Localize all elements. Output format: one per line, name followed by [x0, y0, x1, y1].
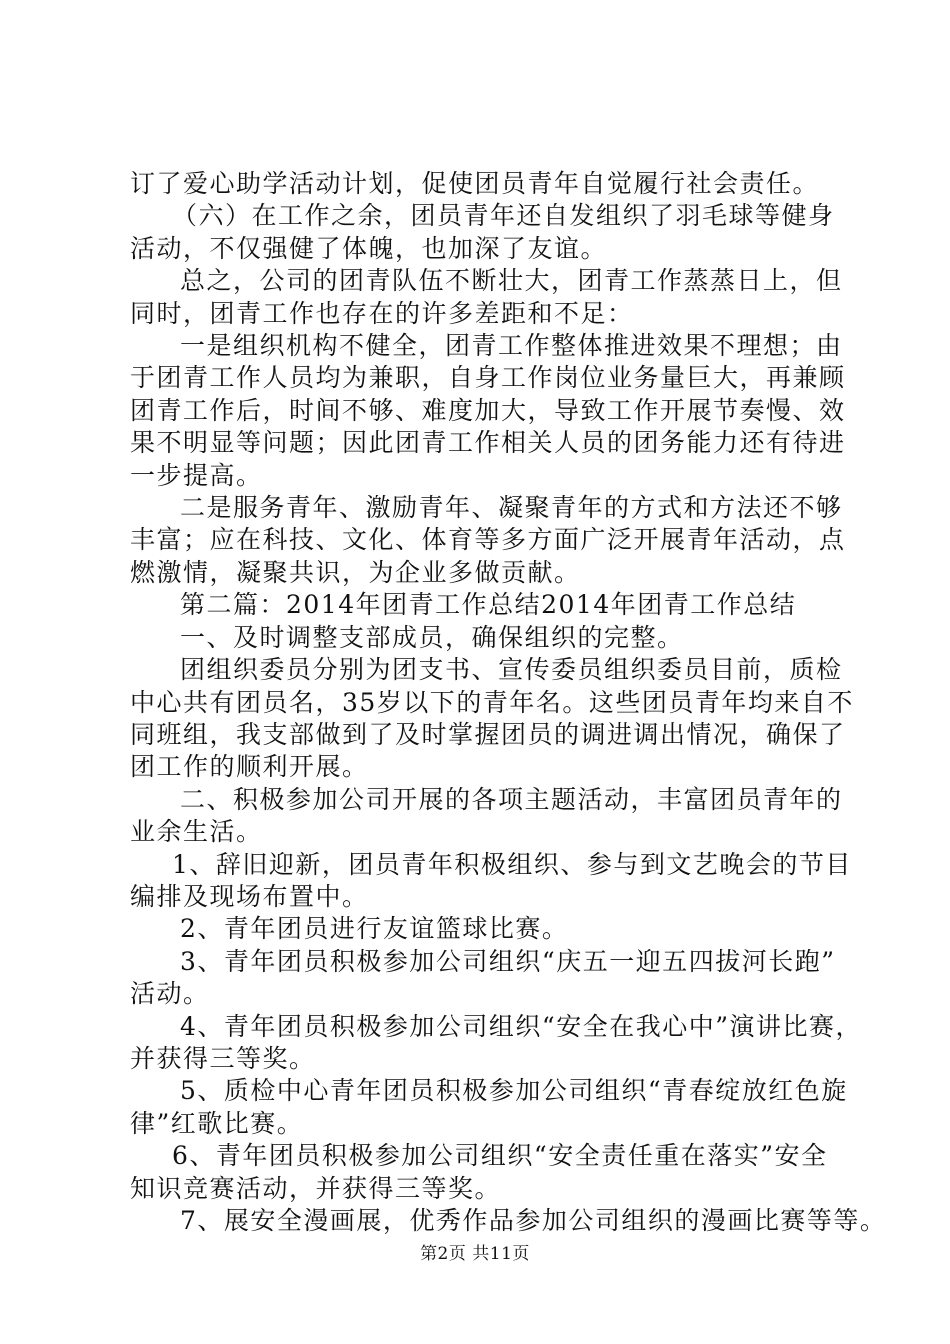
text-line: 燃激情，凝聚共识，为企业多做贡献。 [130, 557, 581, 587]
text-line: 律”红歌比赛。 [130, 1108, 304, 1138]
text-line: 活动，不仅强健了体魄，也加深了友谊。 [130, 233, 608, 263]
text-line: 一是组织机构不健全，团青工作整体推进效果不理想；由 [180, 331, 843, 361]
text-line: 于团青工作人员均为兼职，自身工作岗位业务量巨大，再兼顾 [130, 363, 846, 393]
text-line: 1、辞旧迎新，团员青年积极组织、参与到文艺晚会的节目 [172, 849, 852, 879]
text-line: 二是服务青年、激励青年、凝聚青年的方式和方法还不够 [180, 493, 843, 523]
text-line: 同班组，我支部做到了及时掌握团员的调进调出情况，确保了 [130, 719, 846, 749]
text-line: 订了爱心助学活动计划，促使团员青年自觉履行社会责任。 [130, 169, 820, 198]
text-line: 6、青年团员积极参加公司组织“安全责任重在落实”安全 [172, 1141, 828, 1171]
text-line: 果不明显等问题；因此团青工作相关人员的团务能力还有待进 [130, 428, 846, 458]
text-line: 4、青年团员积极参加公司组织“安全在我心中”演讲比赛， [180, 1011, 862, 1041]
text-line: 知识竞赛活动，并获得三等奖。 [130, 1173, 502, 1203]
text-line: 同时，团青工作也存在的许多差距和不足： [130, 298, 634, 328]
text-line: 5、质检中心青年团员积极参加公司组织“青春绽放红色旋 [180, 1076, 848, 1106]
text-line: 一步提高。 [130, 460, 263, 490]
text-line: 二、积极参加公司开展的各项主题活动，丰富团员青年的 [180, 784, 843, 814]
text-line: 团组织委员分别为团支书、宣传委员组织委员目前，质检 [180, 655, 843, 685]
text-line: 7、展安全漫画展，优秀作品参加公司组织的漫画比赛等等。 [180, 1206, 887, 1235]
text-line: 团青工作后，时间不够、难度加大，导致工作开展节奏慢、效 [130, 395, 846, 425]
text-line: 中心共有团员名，35岁以下的青年名。这些团员青年均来自不 [130, 687, 854, 717]
text-line: 并获得三等奖。 [130, 1043, 316, 1073]
text-line: 丰富；应在科技、文化、体育等多方面广泛开展青年活动，点 [130, 525, 846, 555]
text-line: 3、青年团员积极参加公司组织“庆五一迎五四拔河长跑” [180, 946, 836, 976]
text-line: 一、及时调整支部成员，确保组织的完整。 [180, 622, 684, 652]
page-number: 第2页 共11页 [420, 1244, 530, 1264]
text-line: 2、青年团员进行友谊篮球比赛。 [180, 914, 569, 944]
text-line: 总之，公司的团青队伍不断壮大，团青工作蒸蒸日上，但 [180, 266, 843, 296]
text-line: 业余生活。 [130, 817, 263, 847]
section-heading: 第二篇：2014年团青工作总结2014年团青工作总结 [180, 590, 797, 620]
text-line: 编排及现场布置中。 [130, 881, 369, 911]
text-line: 活动。 [130, 979, 210, 1009]
text-line: 团工作的顺利开展。 [130, 752, 369, 782]
body-text [130, 168, 887, 1237]
text-line: （六）在工作之余，团员青年还自发组织了羽毛球等健身 [172, 201, 835, 231]
